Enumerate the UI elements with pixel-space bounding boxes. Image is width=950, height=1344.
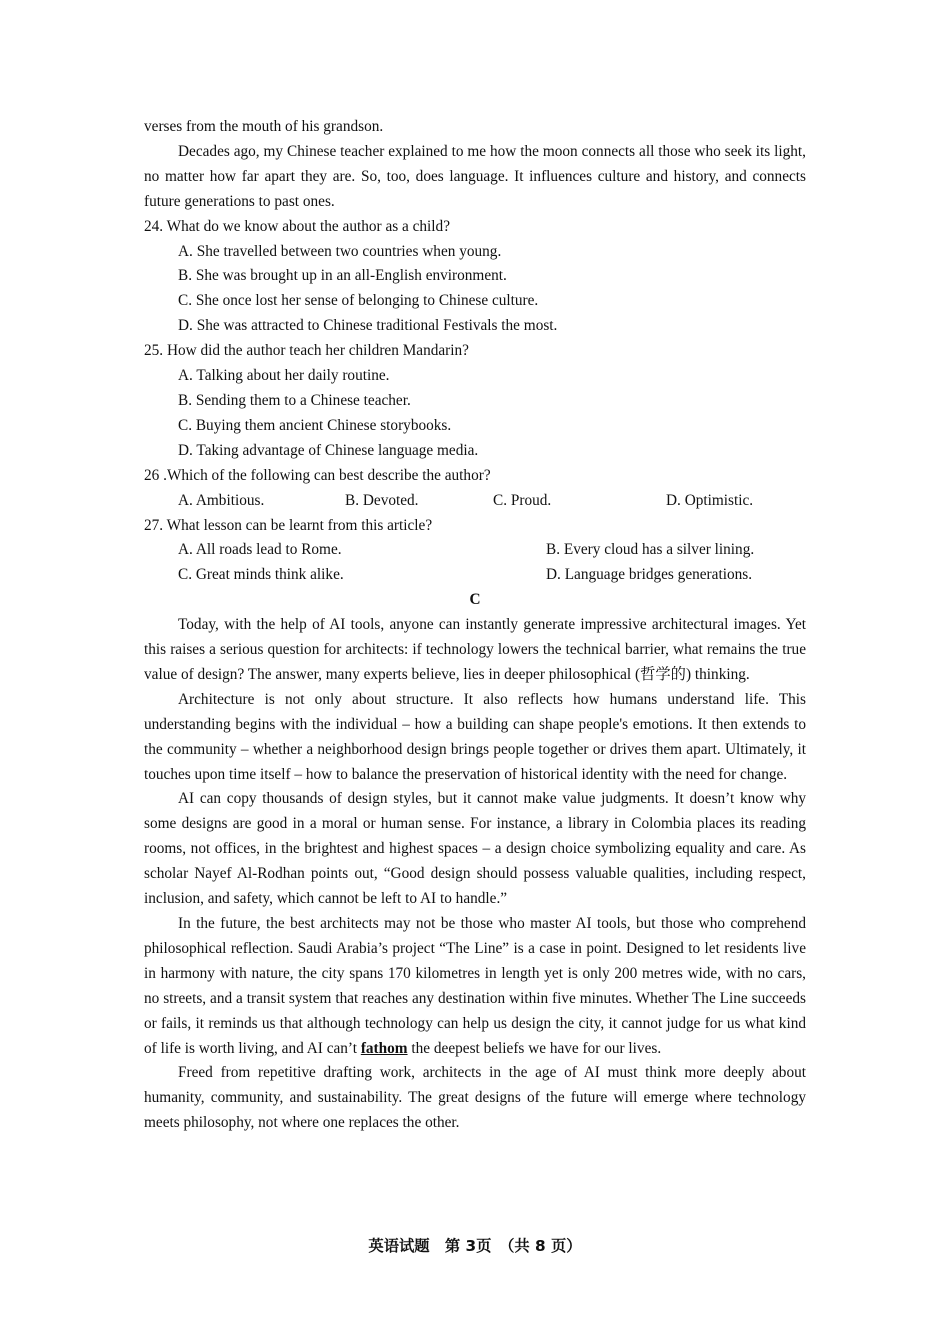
question-26-options (144, 489, 806, 514)
passage-c-paragraph-4 (144, 912, 806, 1061)
question-27-stem: 27. What lesson can be learnt from this article? (144, 516, 433, 534)
underlined-key-word: fathom (360, 1039, 408, 1057)
exam-page-body (144, 115, 806, 1136)
question-24-option-b: B. She was brought up in an all-English environment. (178, 267, 507, 285)
question-26-option-b: B. Devoted. (345, 491, 419, 509)
passage-b-final-paragraph: Decades ago, my Chinese teacher explained to me how the moon connects all those who seek its light, no matter how far apart they are. So, too, does language. It influences culture and history, and connects future generations to past ones. (144, 142, 806, 210)
question-25-option-c: C. Buying them ancient Chinese storybooks. (178, 416, 452, 434)
question-25-option-b: B. Sending them to a Chinese teacher. (178, 391, 411, 409)
question-27-options-row-2 (144, 563, 806, 588)
question-24-option-d: D. She was attracted to Chinese traditional Festivals the most. (178, 317, 558, 335)
question-26-option-c: C. Proud. (493, 491, 552, 509)
question-27-option-d: D. Language bridges generations. (546, 566, 753, 584)
question-25-option-d: D. Taking advantage of Chinese language media. (178, 441, 479, 459)
question-25-stem: 25. How did the author teach her children Mandarin? (144, 342, 469, 360)
question-24-option-a: A. She travelled between two countries when young. (178, 242, 502, 260)
question-27-option-b: B. Every cloud has a silver lining. (546, 541, 755, 559)
passage-c-paragraph-1: Today, with the help of AI tools, anyone can instantly generate impressive architectural images. Yet this raises a serious question for architects: if technology lowers the technical barrier, what remains the true value of design? The answer, many experts believe, lies in deeper philosophical (哲学的) thinking. (144, 616, 806, 683)
passage-c-paragraph-2: Architecture is not only about structure. It also reflects how humans understand life. This understanding begins with the individual – how a building can shape people's emotions. It then extends to the community – whether a neighborhood design brings people together or drives them apart. Ultimately, it touches upon time itself – how to balance the preservation of historical identity with the need for change. (144, 690, 806, 783)
passage-b-tail: verses from the mouth of his grandson. (144, 118, 384, 135)
paragraph-4-text-before: In the future, the best architects may not be those who master AI tools, but those who comprehend philosophical reflection. Saudi Arabia’s project “The Line” is a case in point. Designed to let residents live in harmony with nature, the city spans 170 kilometres in length yet is only 200 metres wide, with no cars, no streets, and a transit system that reaches any destination within five minutes. Whether The Line succeeds or fails, it reminds us that although technology can help us design the city, it cannot judge for us what kind of life is worth living, and AI can’t (144, 915, 806, 1057)
question-24-stem: 24. What do we know about the author as a child? (144, 217, 450, 235)
paragraph-4-text-after: the deepest beliefs we have for our lives. (407, 1039, 662, 1057)
passage-c-paragraph-3: AI can copy thousands of design styles, but it cannot make value judgments. It doesn’t know why some designs are good in a moral or human sense. For instance, a library in Colombia places its reading rooms, not offices, in the brightest and highest spaces – a design choice symbolizing equality and care. As scholar Nayef Al-Rodhan points out, “Good design should possess valuable qualities, including respect, inclusion, and safety, which cannot be left to AI to handle.” (144, 790, 806, 908)
question-27-option-c: C. Great minds think alike. (178, 566, 344, 584)
question-27-option-a: A. All roads lead to Rome. (178, 541, 342, 559)
section-c-heading: C (469, 591, 481, 609)
page-footer: 英语试题 第 3页 （共 8 页） (368, 1237, 582, 1255)
question-26-stem: 26 .Which of the following can best describe the author? (144, 466, 491, 484)
question-26-option-a: A. Ambitious. (178, 491, 265, 509)
question-27-options-row-1 (144, 538, 806, 563)
question-24-option-c: C. She once lost her sense of belonging to Chinese culture. (178, 292, 539, 310)
question-25-option-a: A. Talking about her daily routine. (178, 367, 390, 385)
passage-c-paragraph-5: Freed from repetitive drafting work, architects in the age of AI must think more deeply about humanity, community, and sustainability. The great designs of the future will emerge where technology meets philosophy, not where one replaces the other. (144, 1064, 806, 1132)
question-26-option-d: D. Optimistic. (666, 491, 754, 509)
